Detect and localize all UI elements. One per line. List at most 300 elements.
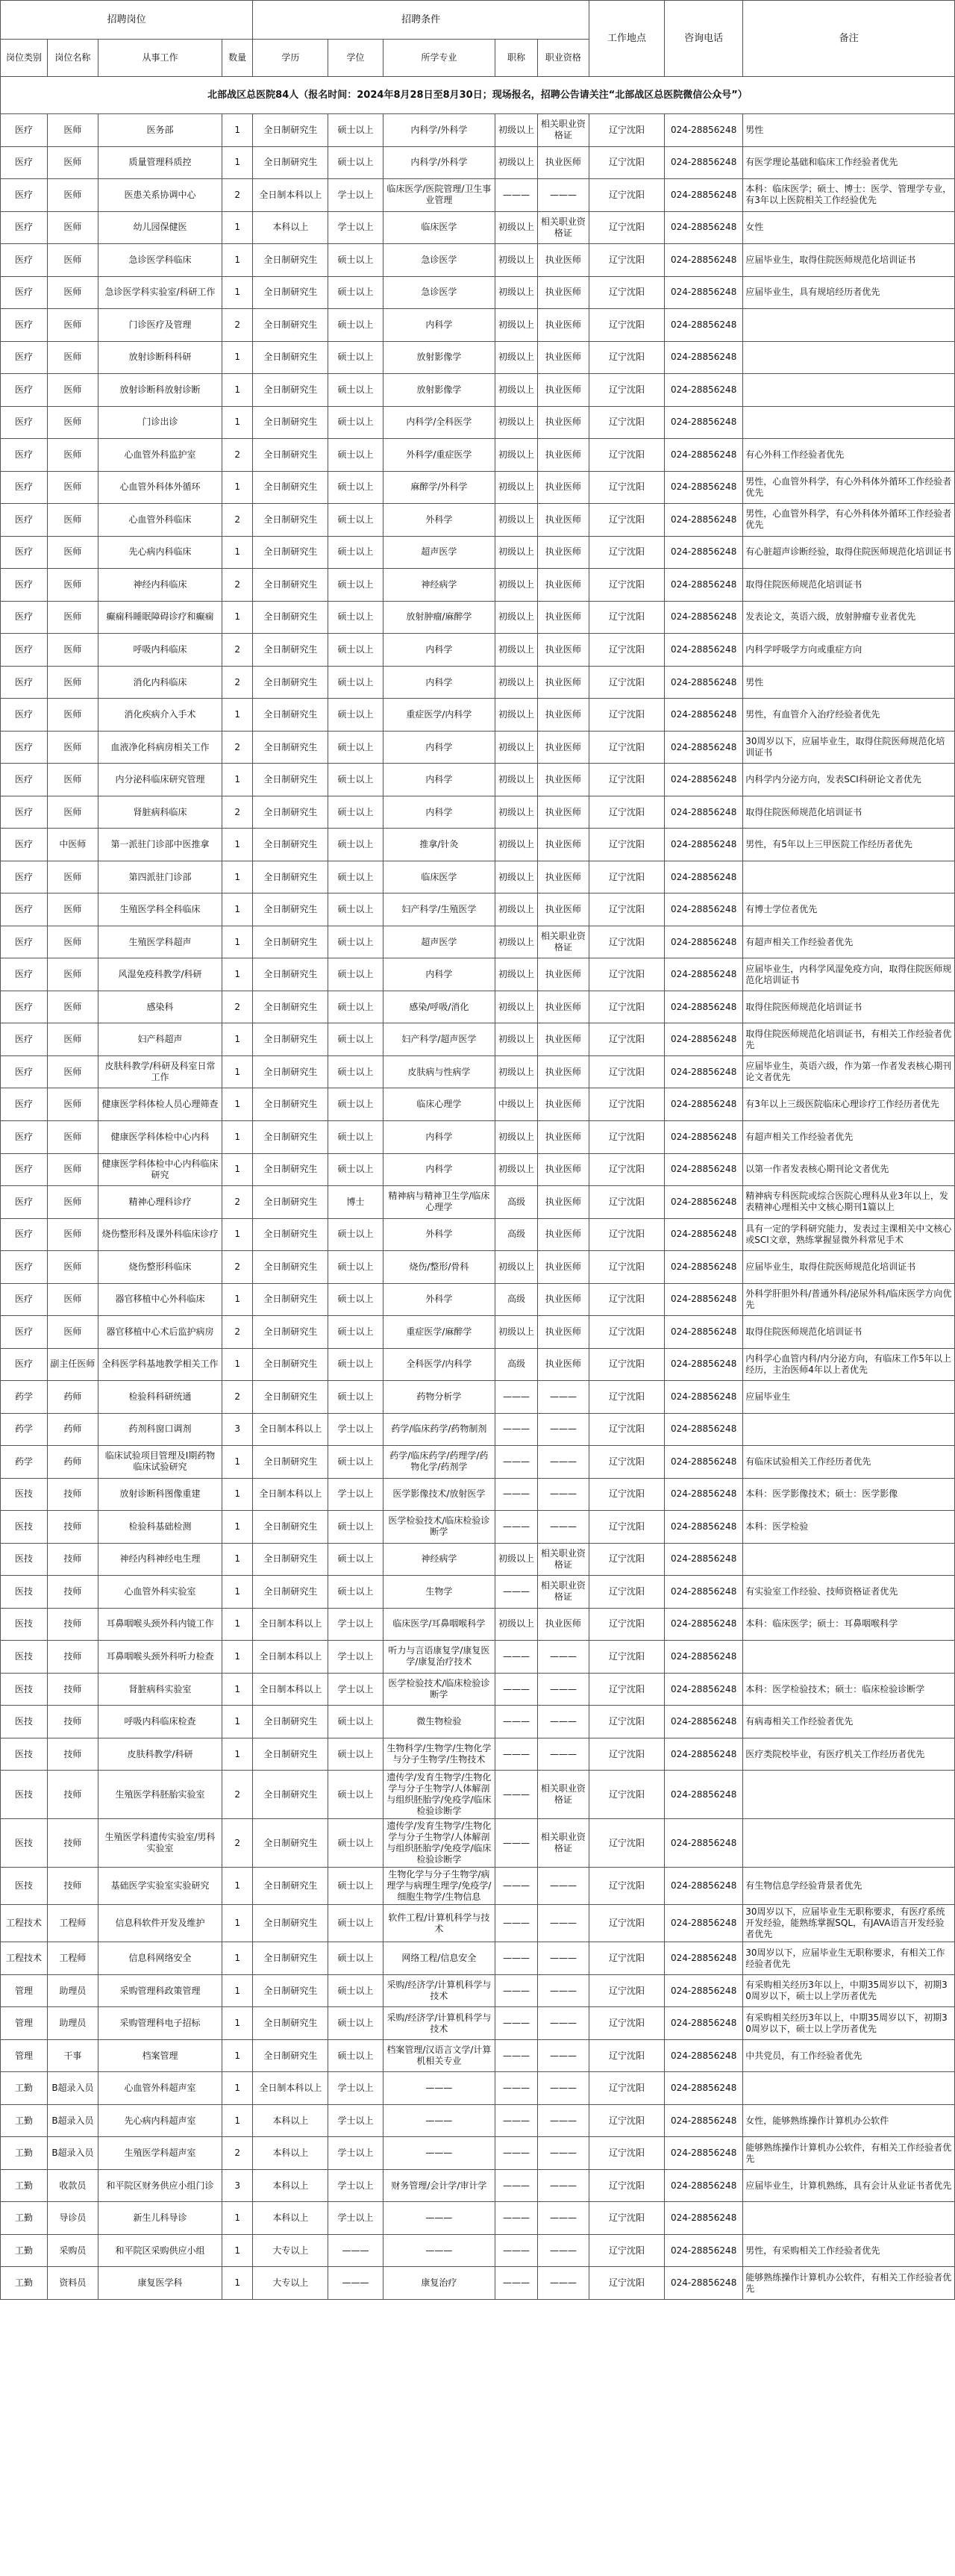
cell-post-name: 医师 <box>47 179 98 212</box>
table-row <box>1 1251 955 1284</box>
cell-phone: 024-28856248 <box>665 341 743 374</box>
cell-post-name: 药师 <box>47 1413 98 1446</box>
header-category: 岗位类别 <box>1 40 48 77</box>
cell-qualification: 执业医师 <box>537 1120 589 1153</box>
cell-workplace: 辽宁沈阳 <box>589 2169 665 2202</box>
cell-major: 内科学/外科学 <box>383 114 495 147</box>
cell-major: ——— <box>383 2104 495 2137</box>
cell-education: 全日制研究生 <box>253 1023 328 1056</box>
table-row <box>1 2202 955 2235</box>
table-row <box>1 1055 955 1088</box>
cell-workplace: 辽宁沈阳 <box>589 1316 665 1349</box>
cell-remarks: 本科：医学检验技术；硕士：临床检验诊断学 <box>743 1673 955 1706</box>
cell-major: 放射影像学 <box>383 341 495 374</box>
cell-phone: 024-28856248 <box>665 244 743 277</box>
cell-post-name: 医师 <box>47 926 98 958</box>
cell-remarks: 有实验室工作经验、技师资格证者优先 <box>743 1576 955 1609</box>
cell-degree: 硕士以上 <box>328 1088 383 1121</box>
cell-category: 医疗 <box>1 1251 48 1284</box>
cell-category: 医技 <box>1 1673 48 1706</box>
cell-work-content: 第四派驻门诊部 <box>98 861 222 894</box>
cell-post-name: 技师 <box>47 1819 98 1868</box>
cell-education: 全日制研究生 <box>253 958 328 991</box>
cell-post-name: 医师 <box>47 1316 98 1349</box>
table-row <box>1 2234 955 2267</box>
cell-work-content: 药剂科窗口调剂 <box>98 1413 222 1446</box>
cell-workplace: 辽宁沈阳 <box>589 504 665 537</box>
cell-workplace: 辽宁沈阳 <box>589 471 665 504</box>
cell-post-name: 技师 <box>47 1738 98 1771</box>
cell-work-content: 医务部 <box>98 114 222 147</box>
cell-workplace: 辽宁沈阳 <box>589 699 665 732</box>
cell-remarks: 有采购相关经历3年以上，中期35周岁以下，初期30周岁以下，硕士以上学历者优先 <box>743 1974 955 2007</box>
cell-category: 医疗 <box>1 1218 48 1251</box>
cell-category: 医疗 <box>1 471 48 504</box>
cell-workplace: 辽宁沈阳 <box>589 958 665 991</box>
cell-workplace: 辽宁沈阳 <box>589 1153 665 1186</box>
cell-qualification: ——— <box>537 2039 589 2072</box>
table-row <box>1 2104 955 2137</box>
cell-degree: 学士以上 <box>328 2072 383 2105</box>
cell-post-name: 医师 <box>47 374 98 407</box>
table-row <box>1 1478 955 1511</box>
cell-qualification: 相关职业资格证 <box>537 1819 589 1868</box>
cell-count: 1 <box>222 1478 253 1511</box>
cell-remarks: 有3年以上三级医院临床心理诊疗工作经历者优先 <box>743 1088 955 1121</box>
cell-category: 医疗 <box>1 504 48 537</box>
cell-education: 全日制研究生 <box>253 1771 328 1819</box>
cell-count: 2 <box>222 731 253 764</box>
cell-major: ——— <box>383 2202 495 2235</box>
cell-phone: 024-28856248 <box>665 1706 743 1738</box>
table-row <box>1 504 955 537</box>
cell-post-name: 医师 <box>47 1055 98 1088</box>
cell-remarks: 应届毕业生，计算机熟练，具有会计从业证书者优先 <box>743 2169 955 2202</box>
cell-qualification: ——— <box>537 1511 589 1544</box>
cell-category: 管理 <box>1 1974 48 2007</box>
cell-category: 医技 <box>1 1576 48 1609</box>
cell-title: 初级以上 <box>495 569 538 602</box>
cell-title: 高级 <box>495 1348 538 1381</box>
cell-workplace: 辽宁沈阳 <box>589 1251 665 1284</box>
cell-degree: 硕士以上 <box>328 1511 383 1544</box>
cell-remarks: 有生物信息学经验背景者优先 <box>743 1868 955 1905</box>
cell-count: 1 <box>222 829 253 861</box>
cell-title: ——— <box>495 2137 538 2170</box>
cell-education: 本科以上 <box>253 2137 328 2170</box>
cell-education: 全日制研究生 <box>253 634 328 667</box>
cell-major: 内科学 <box>383 1120 495 1153</box>
cell-major: 内科学/全科医学 <box>383 406 495 439</box>
cell-education: 全日制研究生 <box>253 731 328 764</box>
cell-category: 医疗 <box>1 1348 48 1381</box>
cell-qualification: 执业医师 <box>537 471 589 504</box>
cell-title: 初级以上 <box>495 731 538 764</box>
cell-count: 1 <box>222 926 253 958</box>
cell-qualification: ——— <box>537 1413 589 1446</box>
cell-education: 本科以上 <box>253 211 328 244</box>
cell-qualification: 执业医师 <box>537 796 589 829</box>
cell-qualification: 执业医师 <box>537 1348 589 1381</box>
cell-remarks: 男性，有采购相关工作经验者优先 <box>743 2234 955 2267</box>
cell-count: 2 <box>222 991 253 1023</box>
cell-major: 急诊医学 <box>383 244 495 277</box>
cell-title: 初级以上 <box>495 114 538 147</box>
cell-workplace: 辽宁沈阳 <box>589 146 665 179</box>
cell-category: 医技 <box>1 1771 48 1819</box>
cell-work-content: 呼吸内科临床检查 <box>98 1706 222 1738</box>
cell-work-content: 皮肤科教学/科研及科室日常工作 <box>98 1055 222 1088</box>
cell-qualification: 执业医师 <box>537 244 589 277</box>
cell-remarks: 男性 <box>743 114 955 147</box>
cell-remarks: 取得住院医师规范化培训证书 <box>743 991 955 1023</box>
header-major: 所学专业 <box>383 40 495 77</box>
cell-count: 2 <box>222 504 253 537</box>
cell-degree: 硕士以上 <box>328 861 383 894</box>
cell-education: 全日制本科以上 <box>253 1413 328 1446</box>
cell-post-name: 医师 <box>47 861 98 894</box>
cell-count: 2 <box>222 309 253 342</box>
cell-degree: 硕士以上 <box>328 1055 383 1088</box>
cell-work-content: 采购管理科政策管理 <box>98 1974 222 2007</box>
cell-count: 1 <box>222 146 253 179</box>
cell-phone: 024-28856248 <box>665 1251 743 1284</box>
cell-qualification: ——— <box>537 2104 589 2137</box>
cell-phone: 024-28856248 <box>665 114 743 147</box>
cell-remarks: 应届毕业生，英语六级，作为第一作者发表核心期刊论文者优先 <box>743 1055 955 1088</box>
cell-title: 初级以上 <box>495 634 538 667</box>
cell-count: 2 <box>222 439 253 472</box>
cell-category: 医疗 <box>1 1186 48 1219</box>
cell-qualification: 执业医师 <box>537 1153 589 1186</box>
cell-remarks: 具有一定的学科研究能力，发表过主课相关中文核心或SCI文章，熟练掌握显微外科常见手术 <box>743 1218 955 1251</box>
cell-work-content: 烧伤整形科临床 <box>98 1251 222 1284</box>
cell-major: 临床医学/耳鼻咽喉科学 <box>383 1608 495 1641</box>
cell-phone: 024-28856248 <box>665 601 743 634</box>
cell-work-content: 器官移植中心外科临床 <box>98 1283 222 1316</box>
cell-qualification: 执业医师 <box>537 958 589 991</box>
cell-qualification: ——— <box>537 1641 589 1674</box>
header-education: 学历 <box>253 40 328 77</box>
header-count: 数量 <box>222 40 253 77</box>
cell-remarks: 应届毕业生，取得住院医师规范化培训证书 <box>743 244 955 277</box>
cell-count: 1 <box>222 1446 253 1479</box>
cell-remarks: 能够熟练操作计算机办公软件，有相关工作经验者优先 <box>743 2137 955 2170</box>
cell-workplace: 辽宁沈阳 <box>589 309 665 342</box>
cell-remarks: 有临床试验相关工作经历者优先 <box>743 1446 955 1479</box>
cell-major: 生物化学与分子生物学/病理学与病理生理学/免疫学/细胞生物学/生物信息 <box>383 1868 495 1905</box>
table-row <box>1 2072 955 2105</box>
cell-title: 初级以上 <box>495 504 538 537</box>
cell-category: 工勤 <box>1 2202 48 2235</box>
cell-workplace: 辽宁沈阳 <box>589 2267 665 2300</box>
cell-phone: 024-28856248 <box>665 1543 743 1576</box>
cell-phone: 024-28856248 <box>665 406 743 439</box>
cell-work-content: 幼儿园保健医 <box>98 211 222 244</box>
table-row <box>1 1974 955 2007</box>
cell-workplace: 辽宁沈阳 <box>589 244 665 277</box>
cell-remarks: 应届毕业生，具有规培经历者优先 <box>743 276 955 309</box>
cell-category: 医疗 <box>1 861 48 894</box>
cell-qualification: 执业医师 <box>537 1283 589 1316</box>
cell-title: ——— <box>495 2007 538 2040</box>
cell-category: 医疗 <box>1 276 48 309</box>
cell-work-content: 医患关系协调中心 <box>98 179 222 212</box>
table-row <box>1 536 955 569</box>
cell-count: 2 <box>222 634 253 667</box>
cell-title: ——— <box>495 1641 538 1674</box>
cell-phone: 024-28856248 <box>665 1153 743 1186</box>
cell-major: 放射肿瘤/麻醉学 <box>383 601 495 634</box>
cell-title: 初级以上 <box>495 1251 538 1284</box>
cell-title: ——— <box>495 1511 538 1544</box>
cell-count: 2 <box>222 1771 253 1819</box>
cell-count: 1 <box>222 1974 253 2007</box>
cell-count: 1 <box>222 114 253 147</box>
cell-work-content: 生殖医学科全科临床 <box>98 894 222 926</box>
cell-major: 遗传学/发育生物学/生物化学与分子生物学/人体解剖与组织胚胎学/免疫学/临床检验诊断学 <box>383 1771 495 1819</box>
cell-major: 内科学 <box>383 309 495 342</box>
cell-remarks: 医疗类院校毕业，有医疗机关工作经历者优先 <box>743 1738 955 1771</box>
cell-education: 全日制研究生 <box>253 114 328 147</box>
table-row <box>1 1316 955 1349</box>
cell-title: 中级以上 <box>495 1088 538 1121</box>
cell-post-name: 医师 <box>47 731 98 764</box>
cell-post-name: 医师 <box>47 211 98 244</box>
cell-phone: 024-28856248 <box>665 666 743 699</box>
cell-major: 重症医学/麻醉学 <box>383 1316 495 1349</box>
cell-workplace: 辽宁沈阳 <box>589 1868 665 1905</box>
cell-education: 全日制研究生 <box>253 1543 328 1576</box>
cell-remarks <box>743 309 955 342</box>
cell-count: 1 <box>222 471 253 504</box>
cell-post-name: 医师 <box>47 309 98 342</box>
cell-post-name: 医师 <box>47 1218 98 1251</box>
cell-degree: 硕士以上 <box>328 958 383 991</box>
cell-work-content: 门诊出诊 <box>98 406 222 439</box>
cell-workplace: 辽宁沈阳 <box>589 1446 665 1479</box>
cell-work-content: 生殖医学科超声室 <box>98 2137 222 2170</box>
cell-remarks: 本科：临床医学；硕士、博士：医学、管理学专业，有3年以上医院相关工作经验优先 <box>743 179 955 212</box>
cell-remarks <box>743 374 955 407</box>
cell-phone: 024-28856248 <box>665 926 743 958</box>
cell-title: ——— <box>495 2039 538 2072</box>
cell-title: ——— <box>495 1576 538 1609</box>
cell-post-name: 医师 <box>47 601 98 634</box>
cell-major: 听力与言语康复学/康复医学/康复治疗技术 <box>383 1641 495 1674</box>
cell-post-name: 医师 <box>47 634 98 667</box>
cell-education: 全日制研究生 <box>253 1942 328 1975</box>
cell-qualification: ——— <box>537 1905 589 1942</box>
cell-major: 软件工程/计算机科学与技术 <box>383 1905 495 1942</box>
table-row <box>1 764 955 796</box>
cell-education: 全日制研究生 <box>253 504 328 537</box>
cell-remarks <box>743 406 955 439</box>
cell-count: 2 <box>222 2137 253 2170</box>
cell-count: 1 <box>222 1218 253 1251</box>
cell-workplace: 辽宁沈阳 <box>589 601 665 634</box>
cell-major: 外科学 <box>383 1218 495 1251</box>
cell-post-name: B超录入员 <box>47 2104 98 2137</box>
cell-major: 妇产科学/生殖医学 <box>383 894 495 926</box>
cell-phone: 024-28856248 <box>665 1771 743 1819</box>
cell-category: 工程技术 <box>1 1905 48 1942</box>
cell-category: 医技 <box>1 1706 48 1738</box>
cell-count: 1 <box>222 894 253 926</box>
cell-degree: 硕士以上 <box>328 1446 383 1479</box>
table-row <box>1 1771 955 1819</box>
cell-remarks: 取得住院医师规范化培训证书，有相关工作经验者优先 <box>743 1023 955 1056</box>
cell-education: 全日制研究生 <box>253 341 328 374</box>
cell-title: 初级以上 <box>495 958 538 991</box>
cell-title: 初级以上 <box>495 1055 538 1088</box>
cell-title: 初级以上 <box>495 439 538 472</box>
cell-work-content: 神经内科临床 <box>98 569 222 602</box>
cell-qualification: 执业医师 <box>537 1316 589 1349</box>
cell-education: 全日制研究生 <box>253 276 328 309</box>
cell-category: 医技 <box>1 1738 48 1771</box>
cell-phone: 024-28856248 <box>665 2137 743 2170</box>
cell-work-content: 血液净化科病房相关工作 <box>98 731 222 764</box>
cell-category: 医疗 <box>1 829 48 861</box>
cell-work-content: 心血管外科实验室 <box>98 1576 222 1609</box>
cell-category: 医技 <box>1 1819 48 1868</box>
cell-remarks: 有心脏超声诊断经验，取得住院医师规范化培训证书 <box>743 536 955 569</box>
cell-major: 档案管理/汉语言文学/计算机相关专业 <box>383 2039 495 2072</box>
cell-post-name: 工程师 <box>47 1905 98 1942</box>
cell-phone: 024-28856248 <box>665 796 743 829</box>
cell-degree: 学士以上 <box>328 1478 383 1511</box>
cell-count: 3 <box>222 2169 253 2202</box>
cell-category: 工勤 <box>1 2104 48 2137</box>
table-row <box>1 634 955 667</box>
cell-qualification: ——— <box>537 179 589 212</box>
cell-work-content: 神经内科神经电生理 <box>98 1543 222 1576</box>
table-row <box>1 1088 955 1121</box>
cell-qualification: 执业医师 <box>537 146 589 179</box>
cell-work-content: 放射诊断科科研 <box>98 341 222 374</box>
cell-remarks: 以第一作者发表核心期刊论文者优先 <box>743 1153 955 1186</box>
cell-category: 医疗 <box>1 1088 48 1121</box>
cell-education: 全日制研究生 <box>253 1348 328 1381</box>
cell-work-content: 消化内科临床 <box>98 666 222 699</box>
table-row <box>1 341 955 374</box>
cell-degree: 博士 <box>328 1186 383 1219</box>
cell-category: 医疗 <box>1 926 48 958</box>
cell-title: ——— <box>495 1738 538 1771</box>
cell-degree: 学士以上 <box>328 2137 383 2170</box>
cell-title: ——— <box>495 1868 538 1905</box>
cell-work-content: 风湿免疫科教学/科研 <box>98 958 222 991</box>
header-phone: 咨询电话 <box>665 1 743 77</box>
cell-education: 全日制本科以上 <box>253 1641 328 1674</box>
cell-workplace: 辽宁沈阳 <box>589 1942 665 1975</box>
cell-title: 初级以上 <box>495 536 538 569</box>
table-row <box>1 796 955 829</box>
cell-workplace: 辽宁沈阳 <box>589 731 665 764</box>
cell-work-content: 和平院区财务供应小组门诊 <box>98 2169 222 2202</box>
table-row <box>1 1905 955 1942</box>
cell-remarks: 30周岁以下，应届毕业生无职称要求，有医疗系统开发经验，能熟练掌握SQL，有JAVA语言开发经验者优先 <box>743 1905 955 1942</box>
cell-title: 初级以上 <box>495 699 538 732</box>
cell-workplace: 辽宁沈阳 <box>589 536 665 569</box>
cell-phone: 024-28856248 <box>665 504 743 537</box>
cell-workplace: 辽宁沈阳 <box>589 764 665 796</box>
cell-post-name: 医师 <box>47 796 98 829</box>
cell-remarks: 有超声相关工作经验者优先 <box>743 926 955 958</box>
table-row <box>1 1706 955 1738</box>
cell-workplace: 辽宁沈阳 <box>589 1283 665 1316</box>
cell-degree: 硕士以上 <box>328 569 383 602</box>
cell-major: 皮肤病与性病学 <box>383 1055 495 1088</box>
cell-post-name: 医师 <box>47 536 98 569</box>
cell-major: 内科学 <box>383 634 495 667</box>
cell-post-name: 技师 <box>47 1641 98 1674</box>
cell-count: 1 <box>222 2267 253 2300</box>
cell-education: 全日制研究生 <box>253 536 328 569</box>
cell-category: 医技 <box>1 1641 48 1674</box>
cell-category: 医疗 <box>1 406 48 439</box>
cell-remarks <box>743 2072 955 2105</box>
cell-count: 2 <box>222 569 253 602</box>
cell-post-name: 资料员 <box>47 2267 98 2300</box>
cell-title: 初级以上 <box>495 1153 538 1186</box>
cell-degree: 学士以上 <box>328 179 383 212</box>
cell-qualification: ——— <box>537 2169 589 2202</box>
cell-qualification: ——— <box>537 1706 589 1738</box>
cell-qualification: ——— <box>537 1381 589 1414</box>
cell-qualification: ——— <box>537 1673 589 1706</box>
cell-count: 2 <box>222 1251 253 1284</box>
cell-title: ——— <box>495 1942 538 1975</box>
header-qualification: 职业资格 <box>537 40 589 77</box>
cell-title: 初级以上 <box>495 666 538 699</box>
cell-count: 1 <box>222 1055 253 1088</box>
cell-workplace: 辽宁沈阳 <box>589 374 665 407</box>
table-body <box>1 77 955 2300</box>
cell-post-name: 技师 <box>47 1673 98 1706</box>
cell-workplace: 辽宁沈阳 <box>589 666 665 699</box>
table-row <box>1 146 955 179</box>
cell-phone: 024-28856248 <box>665 1023 743 1056</box>
cell-title: ——— <box>495 1478 538 1511</box>
cell-title: 初级以上 <box>495 1023 538 1056</box>
cell-count: 1 <box>222 2104 253 2137</box>
cell-count: 1 <box>222 1673 253 1706</box>
cell-title: 初级以上 <box>495 861 538 894</box>
cell-degree: 硕士以上 <box>328 666 383 699</box>
cell-title: ——— <box>495 1706 538 1738</box>
cell-degree: 硕士以上 <box>328 504 383 537</box>
cell-degree: 硕士以上 <box>328 1905 383 1942</box>
cell-degree: 硕士以上 <box>328 341 383 374</box>
table-row <box>1 2169 955 2202</box>
cell-count: 2 <box>222 1819 253 1868</box>
cell-qualification: ——— <box>537 1974 589 2007</box>
cell-degree: 硕士以上 <box>328 731 383 764</box>
cell-major: 内科学 <box>383 796 495 829</box>
cell-phone: 024-28856248 <box>665 1478 743 1511</box>
cell-category: 医疗 <box>1 569 48 602</box>
cell-degree: 硕士以上 <box>328 601 383 634</box>
cell-workplace: 辽宁沈阳 <box>589 2039 665 2072</box>
cell-education: 全日制研究生 <box>253 991 328 1023</box>
cell-workplace: 辽宁沈阳 <box>589 894 665 926</box>
cell-remarks: 有超声相关工作经验者优先 <box>743 1120 955 1153</box>
cell-qualification: 执业医师 <box>537 309 589 342</box>
cell-phone: 024-28856248 <box>665 2169 743 2202</box>
cell-title: ——— <box>495 2072 538 2105</box>
